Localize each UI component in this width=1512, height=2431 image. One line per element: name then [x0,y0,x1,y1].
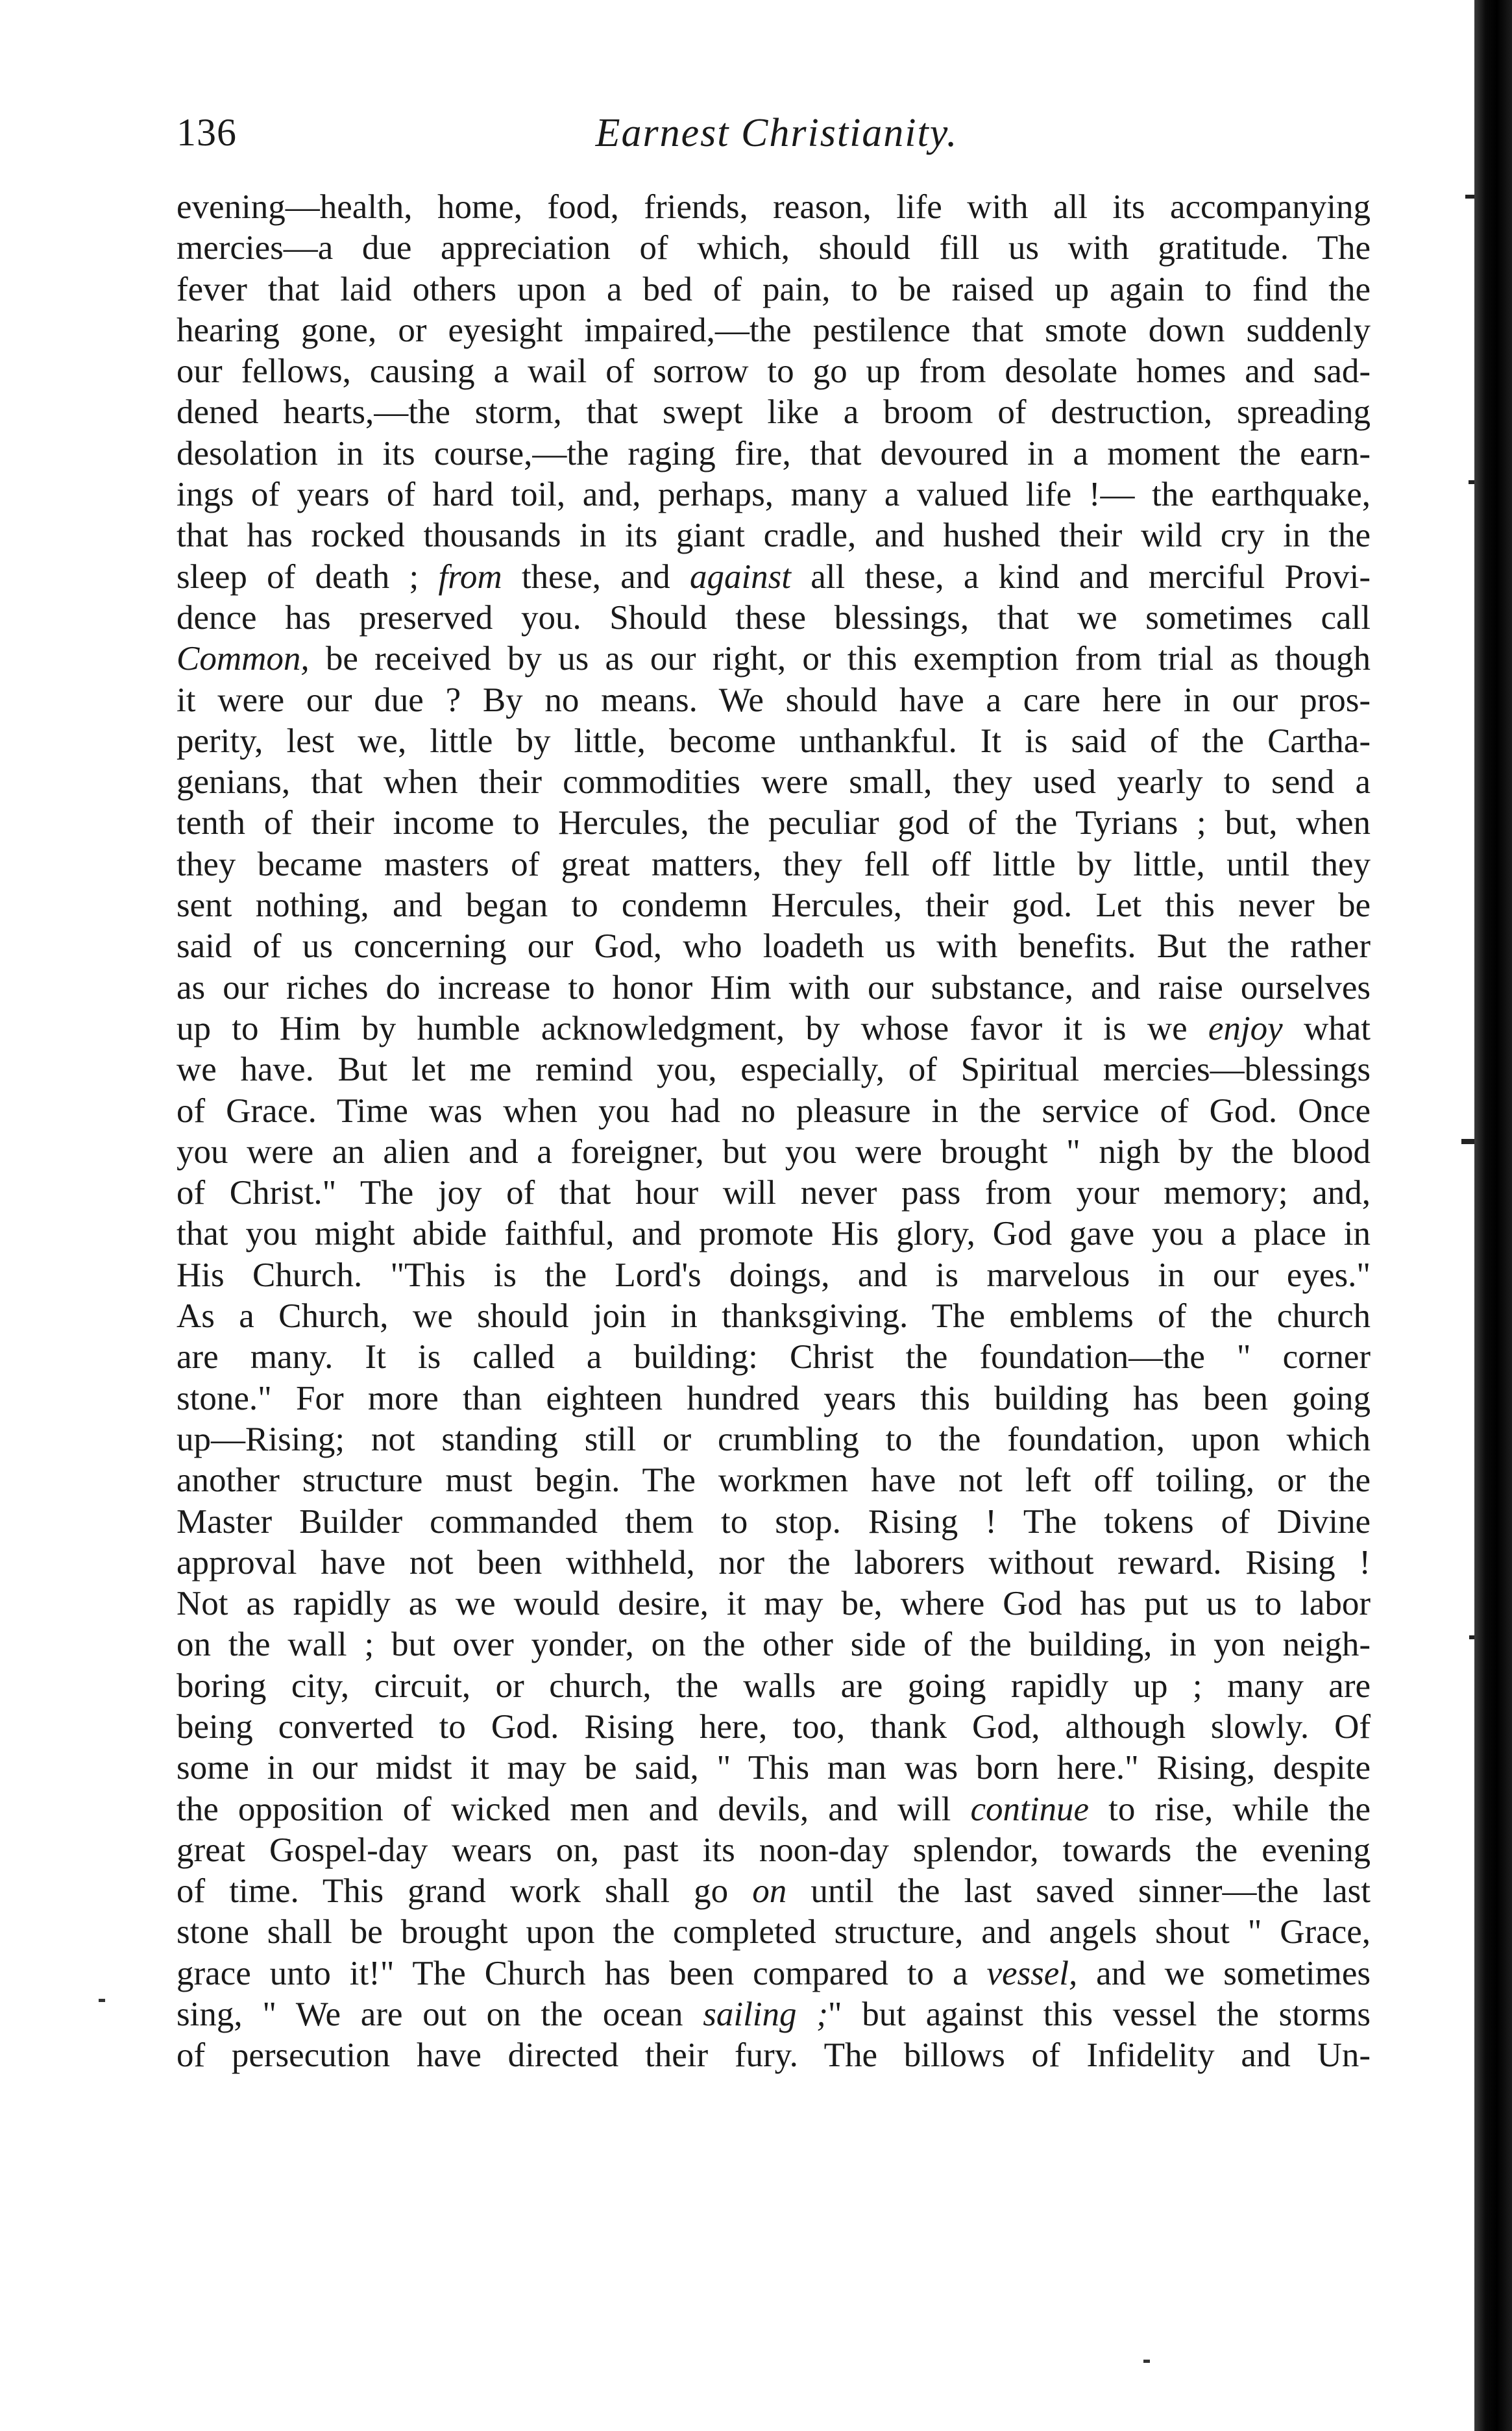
text-line [177,310,1371,351]
text-line [177,1214,1371,1254]
italic-text-run: from [438,557,502,596]
text-run: and we sometimes [1077,1954,1371,1992]
text-line [177,1337,1371,1378]
text-run: mercies—a due appreciation of which, should fill us with gratitude. The [177,229,1371,267]
text-run: Not as rapidly as we would desire, it may be, where God has put us to labor [177,1585,1371,1623]
text-run: of time. This grand work shall go [177,1872,753,1911]
text-run: ings of years of hard toil, and, perhaps, many a valued life !— the earthquake, [177,476,1371,514]
text-line [177,1502,1371,1543]
text-run: His Church. "This is the Lord's doings, and is marvelous in our eyes." [177,1256,1371,1294]
text-line [177,926,1371,967]
text-line [177,1953,1371,1994]
text-run: As a Church, we should join in thanksgiving. The emblems of the church [177,1297,1371,1336]
text-run: of Christ." The joy of that hour will never pass from your memory; and, [177,1174,1371,1212]
text-run: sleep of death ; [177,557,439,596]
edge-speck [1461,1139,1474,1144]
text-run: approval have not been withheld, nor the laborers without reward. Rising ! [177,1543,1371,1582]
text-run: are many. It is called a building: Christ the foundation—the " corner [177,1338,1371,1376]
text-line [177,1008,1371,1049]
text-line [177,885,1371,926]
text-run: boring city, circuit, or church, the walls are going rapidly up ; many are [177,1667,1371,1705]
text-run: to rise, while the [1089,1790,1371,1828]
text-line [177,269,1371,310]
scanned-page-edge [1474,0,1512,2431]
text-run: you were an alien and a foreigner, but you were brought " nigh by the blood [177,1132,1371,1171]
text-run: our fellows, causing a wail of sorrow to go up from desolate homes and sad- [177,352,1371,391]
text-run: tenth of their income to Hercules, the peculiar god of the Tyrians ; but, when [177,804,1371,842]
edge-speck [1465,195,1474,199]
text-line [177,721,1371,762]
text-line [177,1543,1371,1583]
text-run: that has rocked thousands in its giant cradle, and hushed their wild cry in the [177,517,1371,555]
text-run: that you might abide faithful, and promote His glory, God gave you a place in [177,1215,1371,1253]
text-line [177,351,1371,392]
text-line [177,1624,1371,1665]
text-line [177,1173,1371,1214]
text-line [177,1789,1371,1830]
text-run: all these, a kind and merciful Provi- [791,557,1371,596]
text-run: the opposition of wicked men and devils, and will [177,1790,971,1828]
text-line [177,1830,1371,1871]
text-run: another structure must begin. The workmen have not left off toiling, or the [177,1461,1371,1500]
text-run: genians, that when their commodities were small, they used yearly to send a [177,763,1371,801]
text-line [177,1707,1371,1748]
text-line [177,228,1371,269]
text-line [177,803,1371,844]
text-line [177,1871,1371,1912]
italic-text-run: on [752,1872,787,1911]
text-run: up—Rising; not standing still or crumbling to the foundation, upon which [177,1420,1371,1458]
edge-speck [1469,480,1474,484]
text-line [177,680,1371,721]
text-line [177,1049,1371,1090]
text-line [177,1748,1371,1789]
text-run: what [1282,1009,1371,1047]
body-text [177,187,1371,2077]
text-line [177,515,1371,556]
page-header [177,110,1377,169]
text-run: said of us concerning our God, who loadeth us with benefits. But the rather [177,927,1371,966]
page-number: 136 [177,111,237,154]
text-line [177,1132,1371,1173]
italic-text-run: Common, [177,640,310,678]
running-title: Earnest Christianity. [595,111,958,155]
text-line [177,639,1371,679]
text-run: sent nothing, and began to condemn Hercules, their god. Let this never be [177,886,1371,925]
stray-mark [99,1999,105,2002]
text-run: desolation in its course,—the raging fire, that devoured in a moment the earn- [177,434,1371,472]
italic-text-run: sailing ; [703,1996,828,2034]
text-run: on the wall ; but over yonder, on the other side of the building, in yon neigh- [177,1626,1371,1664]
text-run: dence has preserved you. Should these blessings, that we sometimes call [177,598,1371,637]
text-run: these, and [502,557,690,596]
text-run: hearing gone, or eyesight impaired,—the pestilence that smote down suddenly [177,311,1371,349]
text-line [177,1419,1371,1460]
text-run: fever that laid others upon a bed of pain, to be raised up again to find the [177,270,1371,308]
text-run: they became masters of great matters, they fell off little by little, until they [177,845,1371,883]
text-run: " but against this vessel the storms [827,1996,1371,2034]
text-line [177,557,1371,598]
text-line [177,1378,1371,1419]
text-run: up to Him by humble acknowledgment, by whose favor it is we [177,1009,1208,1047]
text-run: it were our due ? By no means. We should have a care here in our pros- [177,681,1371,719]
text-line [177,1460,1371,1501]
text-run: be received by us as our right, or this exemption from trial as though [309,640,1371,678]
text-line [177,1583,1371,1624]
text-line [177,1255,1371,1296]
text-line [177,474,1371,515]
text-run: evening—health, home, food, friends, reason, life with all its accompanying [177,188,1371,226]
text-line [177,392,1371,433]
italic-text-run: enjoy [1208,1009,1283,1047]
text-line [177,1666,1371,1707]
text-line [177,187,1371,228]
text-run: of Grace. Time was when you had no pleasure in the service of God. Once [177,1092,1371,1130]
italic-text-run: against [689,557,792,596]
text-line [177,434,1371,474]
text-line [177,598,1371,639]
text-run: some in our midst it may be said, " This man was born here." Rising, despite [177,1749,1371,1787]
text-line [177,1912,1371,1953]
text-line [177,968,1371,1008]
italic-text-run: vessel, [986,1954,1078,1992]
text-line [177,1091,1371,1132]
text-run: great Gospel-day wears on, past its noon-day splendor, towards the evening [177,1831,1371,1869]
text-run: sing, " We are out on the ocean [177,1996,703,2034]
text-run: of persecution have directed their fury. The billows of Infidelity and Un- [177,2036,1371,2075]
text-run: Master Builder commanded them to stop. Rising ! The tokens of Divine [177,1502,1371,1541]
edge-speck [1469,1635,1474,1639]
text-run: being converted to God. Rising here, too, thank God, although slowly. Of [177,1707,1371,1746]
text-run: stone." For more than eighteen hundred years this building has been going [177,1379,1371,1417]
text-line [177,1296,1371,1337]
text-run: stone shall be brought upon the completed structure, and angels shout " Grace, [177,1913,1371,1951]
stray-mark [1143,2360,1150,2363]
text-run: as our riches do increase to honor Him with our substance, and raise ourselves [177,968,1371,1007]
text-line [177,762,1371,803]
text-line [177,1994,1371,2035]
italic-text-run: continue [970,1790,1089,1828]
text-line [177,2035,1371,2076]
text-run: until the last saved sinner—the last [786,1872,1371,1911]
text-line [177,844,1371,885]
text-run: dened hearts,—the storm, that swept like a broom of destruction, spreading [177,393,1371,432]
text-run: grace unto it!" The Church has been compared to a [177,1954,987,1992]
text-run: perity, lest we, little by little, become unthankful. It is said of the Cartha- [177,722,1371,760]
text-run: we have. But let me remind you, especially, of Spiritual mercies—blessings [177,1051,1371,1089]
